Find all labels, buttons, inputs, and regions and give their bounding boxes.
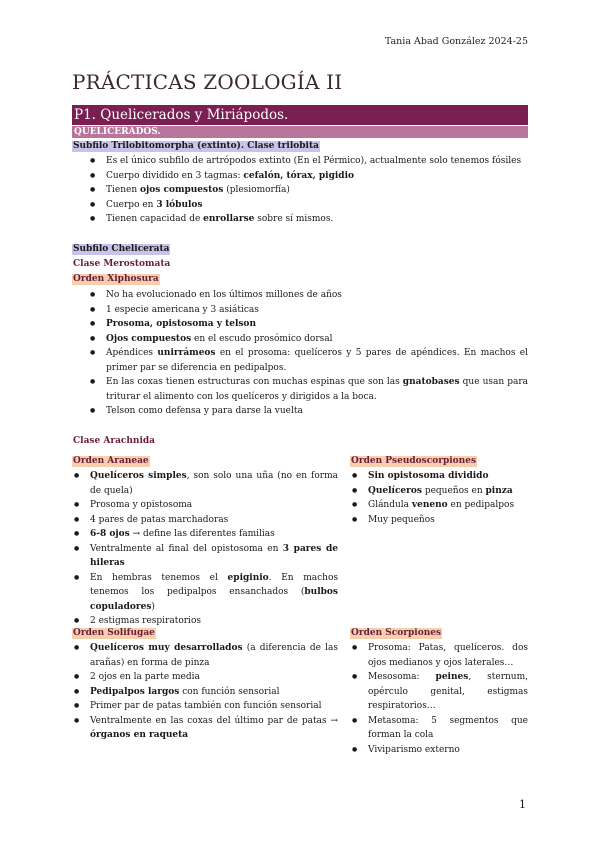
list-item: ● Es el único subfilo de artrópodos extinto (En el Pérmico), actualmente solo tenemos fósiles: [72, 154, 528, 169]
list-item: ● No ha evolucionado en los últimos millones de años: [72, 288, 528, 303]
page-header: Tania Abad González 2024-25: [384, 36, 528, 47]
section-bar: P1. Quelicerados y Miriápodos.: [72, 105, 528, 125]
list-item: ● Muy pequeños: [350, 513, 528, 528]
solifugae-heading: Orden Solifugae: [73, 628, 155, 638]
list-item: ● Prosoma: Patas, quelíceros. dos ojos medianos y ojos laterales…: [350, 641, 528, 670]
list-item: ● Ventralmente al final del opistosoma en 3 pares de hileras: [72, 542, 338, 571]
list-item: ● 4 pares de patas marchadoras: [72, 513, 338, 528]
list-item: ● 6-8 ojos → define las diferentes familias: [72, 527, 338, 542]
list-item: ● Quelíceros simples, son solo una uña (no en forma de quela): [72, 469, 338, 498]
list-item: ● En las coxas tienen estructuras con muchas espinas que son las gnatobases que usan para triturar el alimento con los quelíceros y dirigidos a la boca.: [72, 375, 528, 404]
scorpiones-heading: Orden Scorpiones: [351, 628, 442, 638]
xiphosura-list: [72, 288, 528, 419]
trilobito-list: [72, 154, 528, 227]
list-item: ● 2 ojos en la parte media: [72, 670, 338, 685]
list-item: ● Sin opistosoma dividido: [350, 469, 528, 484]
list-item: ● En hembras tenemos el epiginio. En machos tenemos los pedipalpos ensanchados (bulbos copuladores): [72, 571, 338, 615]
arachnida-heading: Clase Arachnida: [73, 436, 156, 446]
list-item: ● Quelíceros pequeños en pinza: [350, 484, 528, 499]
list-item: ● Prosoma y opistosoma: [72, 498, 338, 513]
list-item: ● Pedipalpos largos con función sensorial: [72, 685, 338, 700]
list-item: ● 2 estigmas respiratorios: [72, 614, 338, 629]
list-item: ● Apéndices unirrámeos en el prosoma: quelíceros y 5 pares de apéndices. En machos el primer par se diferencia en pedipalpos.: [72, 346, 528, 375]
list-item: ● Viviparismo externo: [350, 743, 528, 758]
list-item: ● Tienen ojos compuestos (plesiomorfía): [72, 183, 528, 198]
list-item: ● Glándula veneno en pedipalpos: [350, 498, 528, 513]
list-item: ● Tienen capacidad de enrollarse sobre sí mismos.: [72, 212, 528, 227]
list-item: ● Mesosoma: peines, sternum, opérculo genital, estigmas respiratorios…: [350, 670, 528, 714]
list-item: ● Cuerpo en 3 lóbulos: [72, 198, 528, 213]
subsection-bar: QUELICERADOS.: [72, 126, 528, 138]
list-item: ● Primer par de patas también con función sensorial: [72, 699, 338, 714]
araneae-heading: Orden Araneae: [73, 456, 149, 466]
list-item: ● Ojos compuestos en el escudo prosómico dorsal: [72, 332, 528, 347]
list-item: ● Metasoma: 5 segmentos que forman la cola: [350, 714, 528, 743]
trilobito-heading: Subfilo Trilobitomorpha (extinto). Clase trilobita: [73, 141, 319, 151]
araneae-list: [72, 469, 338, 629]
solifugae-list: [72, 641, 338, 743]
page-title: PRÁCTICAS ZOOLOGÍA II: [72, 70, 343, 94]
scorpiones-list: [350, 641, 528, 757]
list-item: ● 1 especie americana y 3 asiáticas: [72, 303, 528, 318]
merostomata-heading: Clase Merostomata: [73, 259, 171, 269]
pseudoscorpiones-list: [350, 469, 528, 527]
list-item: ● Telson como defensa y para darse la vuelta: [72, 404, 528, 419]
xiphosura-heading: Orden Xiphosura: [73, 274, 159, 284]
list-item: ● Cuerpo dividido en 3 tagmas: cefalón, tórax, pigidio: [72, 169, 528, 184]
page-number: 1: [519, 798, 526, 811]
chelicerata-heading: Subfilo Chelicerata: [73, 244, 170, 254]
pseudoscorpiones-heading: Orden Pseudoscorpiones: [351, 456, 477, 466]
list-item: ● Prosoma, opistosoma y telson: [72, 317, 528, 332]
list-item: ● Quelíceros muy desarrollados (a diferencia de las arañas) en forma de pinza: [72, 641, 338, 670]
list-item: ● Ventralmente en las coxas del último par de patas → órganos en raqueta: [72, 714, 338, 743]
